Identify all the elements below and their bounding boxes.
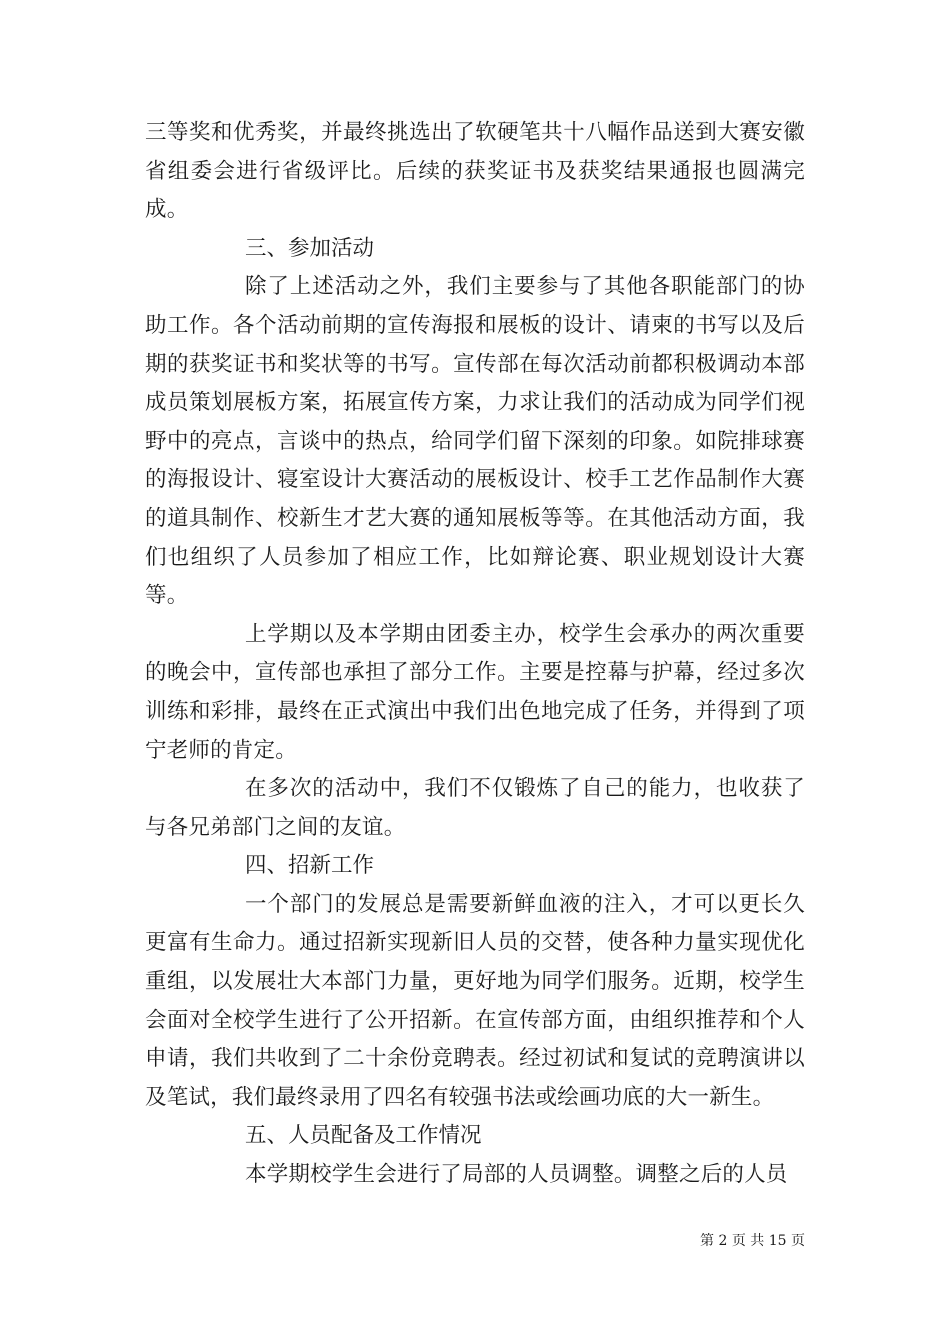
section-heading-activities: 三、参加活动: [245, 235, 375, 261]
paragraph-recruitment: 一个部门的发展总是需要新鲜血液的注入，才可以更长久更富有生命力。通过招新实现新旧人员的交替，使各种力量实现优化重组，以发展壮大本部门力量，更好地为同学们服务。近期，校学生会面对全校学生进行了公开招新。在宣传部方面，由组织推荐和个人申请，我们共收到了二十余份竞聘表。经过初试和复试的竞聘演讲以及笔试，我们最终录用了四名有较强书法或绘画功底的大一新生。: [145, 891, 805, 1110]
paragraph-friendship: 在多次的活动中，我们不仅锻炼了自己的能力，也收获了与各兄弟部门之间的友谊。: [145, 776, 805, 840]
page-number-footer: 第 2 页 共 15 页: [700, 1233, 805, 1249]
paragraph-evening-gala: 上学期以及本学期由团委主办，校学生会承办的两次重要的晚会中，宣传部也承担了部分工作。主要是控幕与护幕，经过多次训练和彩排，最终在正式演出中我们出色地完成了任务，并得到了项宁老师的肯定。: [145, 621, 805, 763]
paragraph-award-results: 三等奖和优秀奖，并最终挑选出了软硬笔共十八幅作品送到大赛安徽省组委会进行省级评比。后续的获奖证书及获奖结果通报也圆满完成。: [145, 120, 805, 223]
document-body: [145, 114, 805, 1195]
section-heading-staffing: 五、人员配备及工作情况: [245, 1123, 482, 1149]
paragraph-activities: 除了上述活动之外，我们主要参与了其他各职能部门的协助工作。各个活动前期的宣传海报和展板的设计、请柬的书写以及后期的获奖证书和奖状等的书写。宣传部在每次活动前都积极调动本部成员策划展板方案，拓展宣传方案，力求让我们的活动成为同学们视野中的亮点，言谈中的热点，给同学们留下深刻的印象。如院排球赛的海报设计、寝室设计大赛活动的展板设计、校手工艺作品制作大赛的道具制作、校新生才艺大赛的通知展板等等。在其他活动方面，我们也组织了人员参加了相应工作，比如辩论赛、职业规划设计大赛等。: [145, 274, 805, 609]
section-heading-recruitment: 四、招新工作: [245, 853, 375, 879]
paragraph-staffing: 本学期校学生会进行了局部的人员调整。调整之后的人员: [245, 1162, 788, 1188]
